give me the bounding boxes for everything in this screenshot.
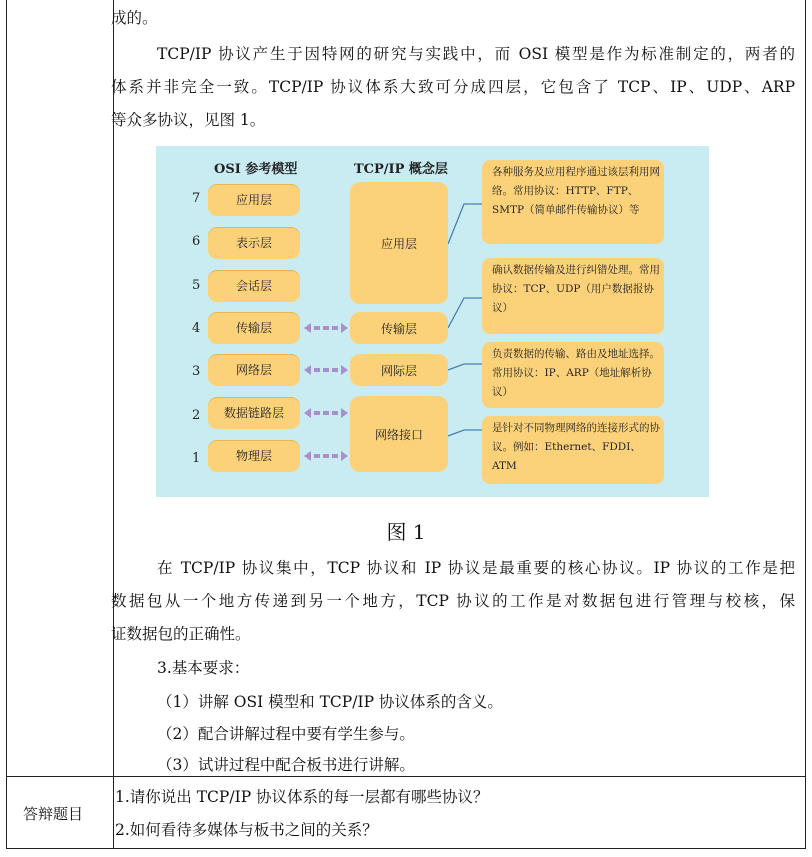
tcpip-header: TCP/IP 概念层 xyxy=(354,162,448,177)
double-arrow-icon xyxy=(304,451,348,461)
description-network-interface: 是针对不同物理网络的连接形式的协议。例如：Ethernet、FDDI、ATM xyxy=(482,416,664,484)
layer-number: 7 xyxy=(192,191,201,206)
paragraph-1-line-1: TCP/IP 协议产生于因特网的研究与实践中，而 OSI 模型是作为标准制定的，两者的 xyxy=(157,45,795,63)
paragraph-2-line-2: 数据包从一个地方传递到另一个地方，TCP 协议的工作是对数据包进行管理与校核，保 xyxy=(111,592,795,610)
tcpip-layer-internet: 网际层 xyxy=(350,354,448,386)
tcpip-layer-network-interface: 网络接口 xyxy=(350,396,448,472)
osi-layer-datalink: 数据链路层 xyxy=(208,397,300,429)
osi-header: OSI 参考模型 xyxy=(214,162,298,177)
description-application: 各种服务及应用程序通过该层利用网络。常用协议：HTTP、FTP、SMTP（简单邮件传输协议）等 xyxy=(482,160,664,244)
text-line: 成的。 xyxy=(111,9,158,27)
requirement-item: （3）试讲过程中配合板书进行讲解。 xyxy=(157,756,415,774)
osi-layer-network: 网络层 xyxy=(208,354,300,386)
layer-number: 6 xyxy=(192,234,201,249)
description-internet: 负责数据的传输、路由及地址选择。常用协议：IP、ARP（地址解析协议） xyxy=(482,342,664,408)
requirement-item: （2）配合讲解过程中要有学生参与。 xyxy=(157,725,415,743)
osi-layer-physical: 物理层 xyxy=(208,440,300,472)
tcpip-layer-transport: 传输层 xyxy=(350,312,448,344)
layer-number: 3 xyxy=(192,364,201,379)
defense-question: 1.请你说出 TCP/IP 协议体系的每一层都有哪些协议？ xyxy=(115,788,489,806)
layer-number: 4 xyxy=(192,321,201,336)
figure-caption: 图 1 xyxy=(386,520,426,544)
defense-question: 2.如何看待多媒体与板书之间的关系？ xyxy=(115,821,378,839)
double-arrow-icon xyxy=(304,323,348,333)
paragraph-2-line-3: 证数据包的正确性。 xyxy=(111,625,251,643)
defense-questions-label: 答辩题目 xyxy=(22,804,83,823)
layer-number: 2 xyxy=(192,408,201,423)
requirement-item: （1）讲解 OSI 模型和 TCP/IP 协议体系的含义。 xyxy=(157,693,503,711)
paragraph-1-line-3: 等众多协议，见图 1。 xyxy=(111,111,266,129)
tcpip-layer-application: 应用层 xyxy=(350,182,448,304)
osi-layer-transport: 传输层 xyxy=(208,312,300,344)
osi-layer-application: 应用层 xyxy=(208,184,300,216)
double-arrow-icon xyxy=(304,408,348,418)
paragraph-1-line-2: 体系并非完全一致。TCP/IP 协议体系大致可分成四层，它包含了 TCP、IP、UDP、ARP xyxy=(111,78,795,96)
requirements-title: 3.基本要求： xyxy=(157,659,250,677)
paragraph-2-line-1: 在 TCP/IP 协议集中，TCP 协议和 IP 协议是最重要的核心协议。IP 协议的工作是把 xyxy=(157,559,795,577)
layer-number: 5 xyxy=(192,278,201,293)
osi-tcpip-figure xyxy=(156,146,709,497)
double-arrow-icon xyxy=(304,365,348,375)
layer-number: 1 xyxy=(192,451,201,466)
osi-layer-session: 会话层 xyxy=(208,270,300,302)
osi-layer-presentation: 表示层 xyxy=(208,227,300,259)
description-transport: 确认数据传输及进行纠错处理。常用协议：TCP、UDP（用户数据报协议） xyxy=(482,258,664,334)
